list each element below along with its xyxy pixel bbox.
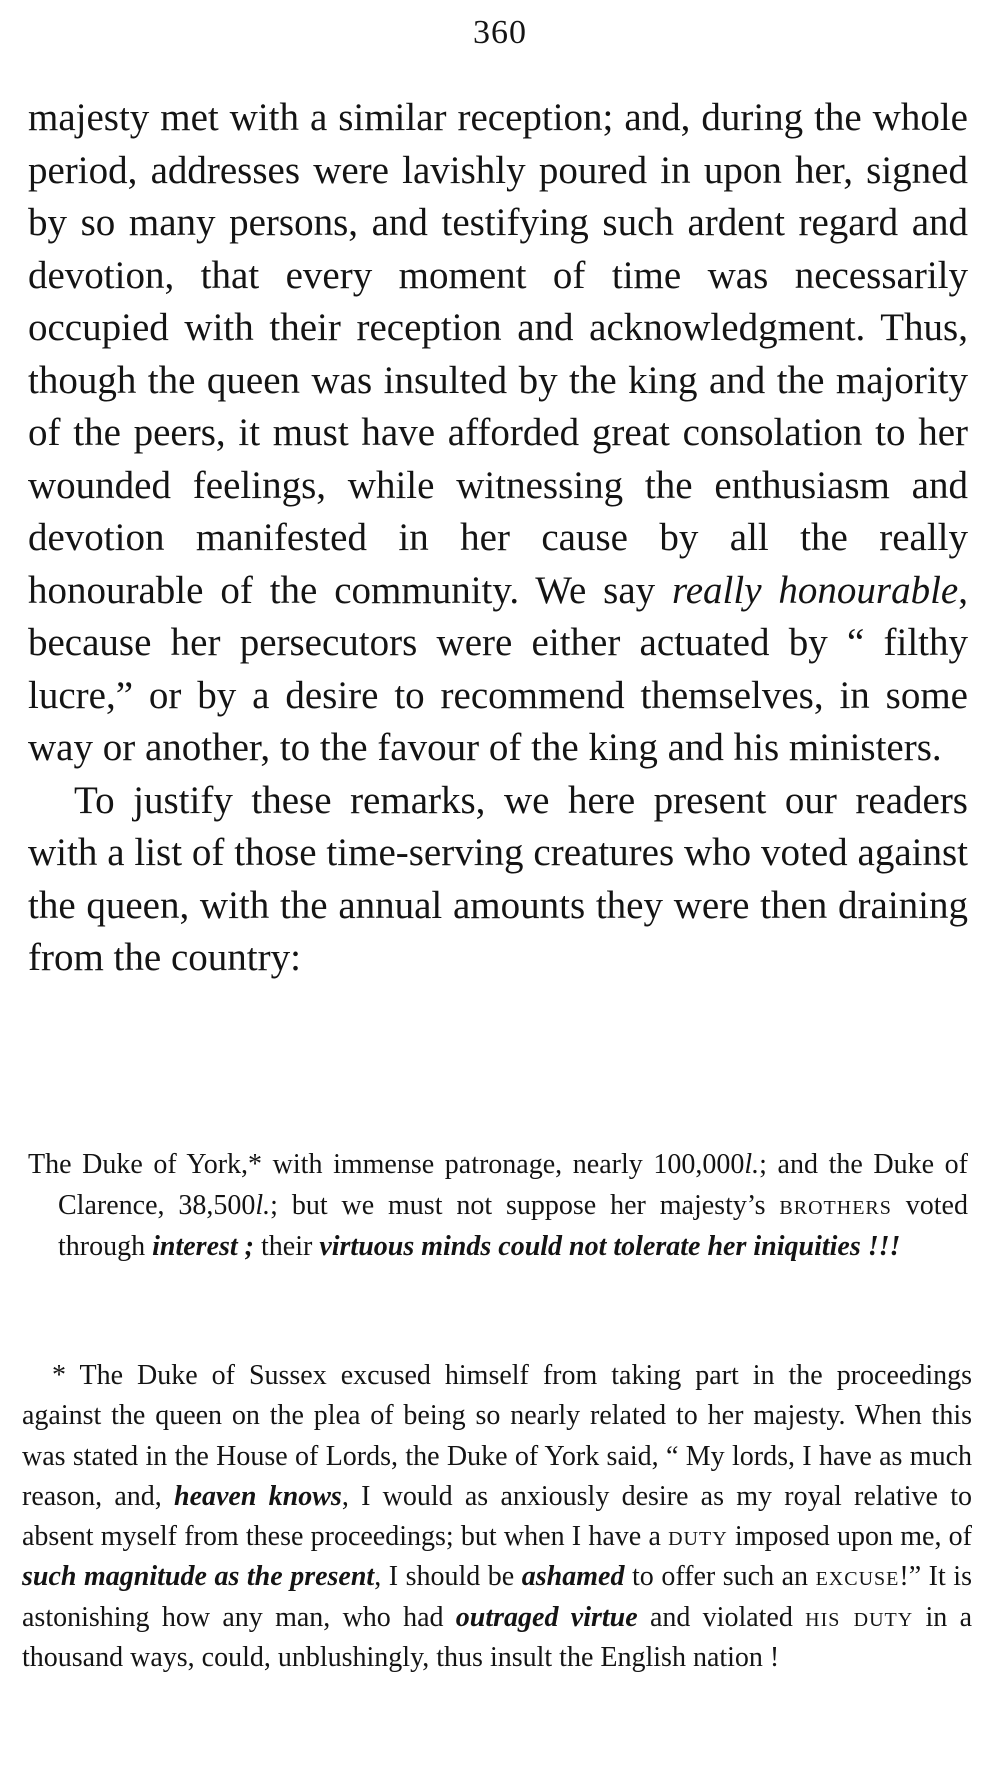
fn-text-5: to offer such an xyxy=(624,1561,816,1593)
quote-text-1: The Duke of York,* with immense patronage, nearly 100,000 xyxy=(28,1149,745,1180)
fn-italic-such-magnitude: such magnitude as the present xyxy=(22,1561,375,1593)
fn-smallcaps-excuse: excuse xyxy=(815,1561,900,1593)
fn-text-8: in a thousand ways, could, unblushingly, thus insult the English nation ! xyxy=(22,1601,973,1674)
quote-italic-virtuous-minds: virtuous minds could not tolerate her iniquities !!! xyxy=(319,1231,901,1262)
quote-smallcaps-brothers: brothers xyxy=(779,1190,892,1221)
fn-text-6: !” It is astonishing how any man, who had xyxy=(22,1561,972,1633)
fn-italic-outraged-virtue: outraged virtue xyxy=(455,1601,638,1633)
fn-italic-heaven-knows: heaven knows xyxy=(174,1480,342,1512)
fn-text-7: and violated xyxy=(637,1601,806,1633)
quote-italic-interest: interest ; xyxy=(152,1231,254,1262)
fn-smallcaps-his-duty: his duty xyxy=(805,1601,914,1633)
quote-text-2: ; and the Duke of Clarence, 38,500 xyxy=(58,1149,968,1221)
p1-italic-really-honourable: really honourable xyxy=(672,568,959,612)
quote-pound-symbol-2: l. xyxy=(255,1190,271,1221)
quote-pound-symbol-1: l. xyxy=(744,1149,760,1180)
p1-text-2: , because her persecutors were either actuated by “ filthy lucre,” or by a desire to recommend themselves, in some way or another, to the favour of the king and his ministers. xyxy=(28,568,968,769)
p1-text-1: majesty met with a similar reception; and, during the whole period, addresses were lavishly poured in upon her, signed by so many persons, and testifying such ardent regard and devotion, that every moment of time was necessarily occupied with their reception and acknowledgment. Thus, though the queen was insulted by the king and the majority of the peers, it must have afforded great consolation to her wounded feelings, while witnessing the enthusiasm and devotion manifested in her cause by all the really honourable of the community. We say xyxy=(28,96,968,612)
fn-smallcaps-duty: duty xyxy=(668,1521,728,1553)
quote-text-4: voted through xyxy=(58,1190,968,1262)
p2-text: To justify these remarks, we here present our readers with a list of those time-serving creatures who voted against the queen, with the annual amounts they were then draining from the country: xyxy=(28,778,968,979)
footnote xyxy=(22,1356,972,1678)
paragraph-2 xyxy=(28,775,968,985)
paragraph-1 xyxy=(28,92,968,775)
quote-text-3: ; but we must not suppose her majesty’s xyxy=(270,1190,780,1221)
voter-list-entry xyxy=(28,1144,968,1267)
fn-text-2: , I would as anxiously desire as my royal relative to absent myself from these proceedings; but when I have a xyxy=(22,1480,973,1553)
fn-text-4: , I should be xyxy=(374,1561,522,1593)
footnote-paragraph xyxy=(22,1356,972,1678)
fn-italic-ashamed: ashamed xyxy=(521,1561,625,1593)
page-number: 360 xyxy=(473,14,527,51)
fn-text-1: * The Duke of Sussex excused himself from taking part in the proceedings against the queen on the plea of being so nearly related to her majesty. When this was stated in the House of Lords, the Duke of York said, “ My lords, I have as much reason, and, xyxy=(22,1360,972,1512)
fn-text-3: imposed upon me, of xyxy=(727,1521,972,1553)
main-text xyxy=(28,92,968,985)
quote-text-5: their xyxy=(254,1231,320,1262)
